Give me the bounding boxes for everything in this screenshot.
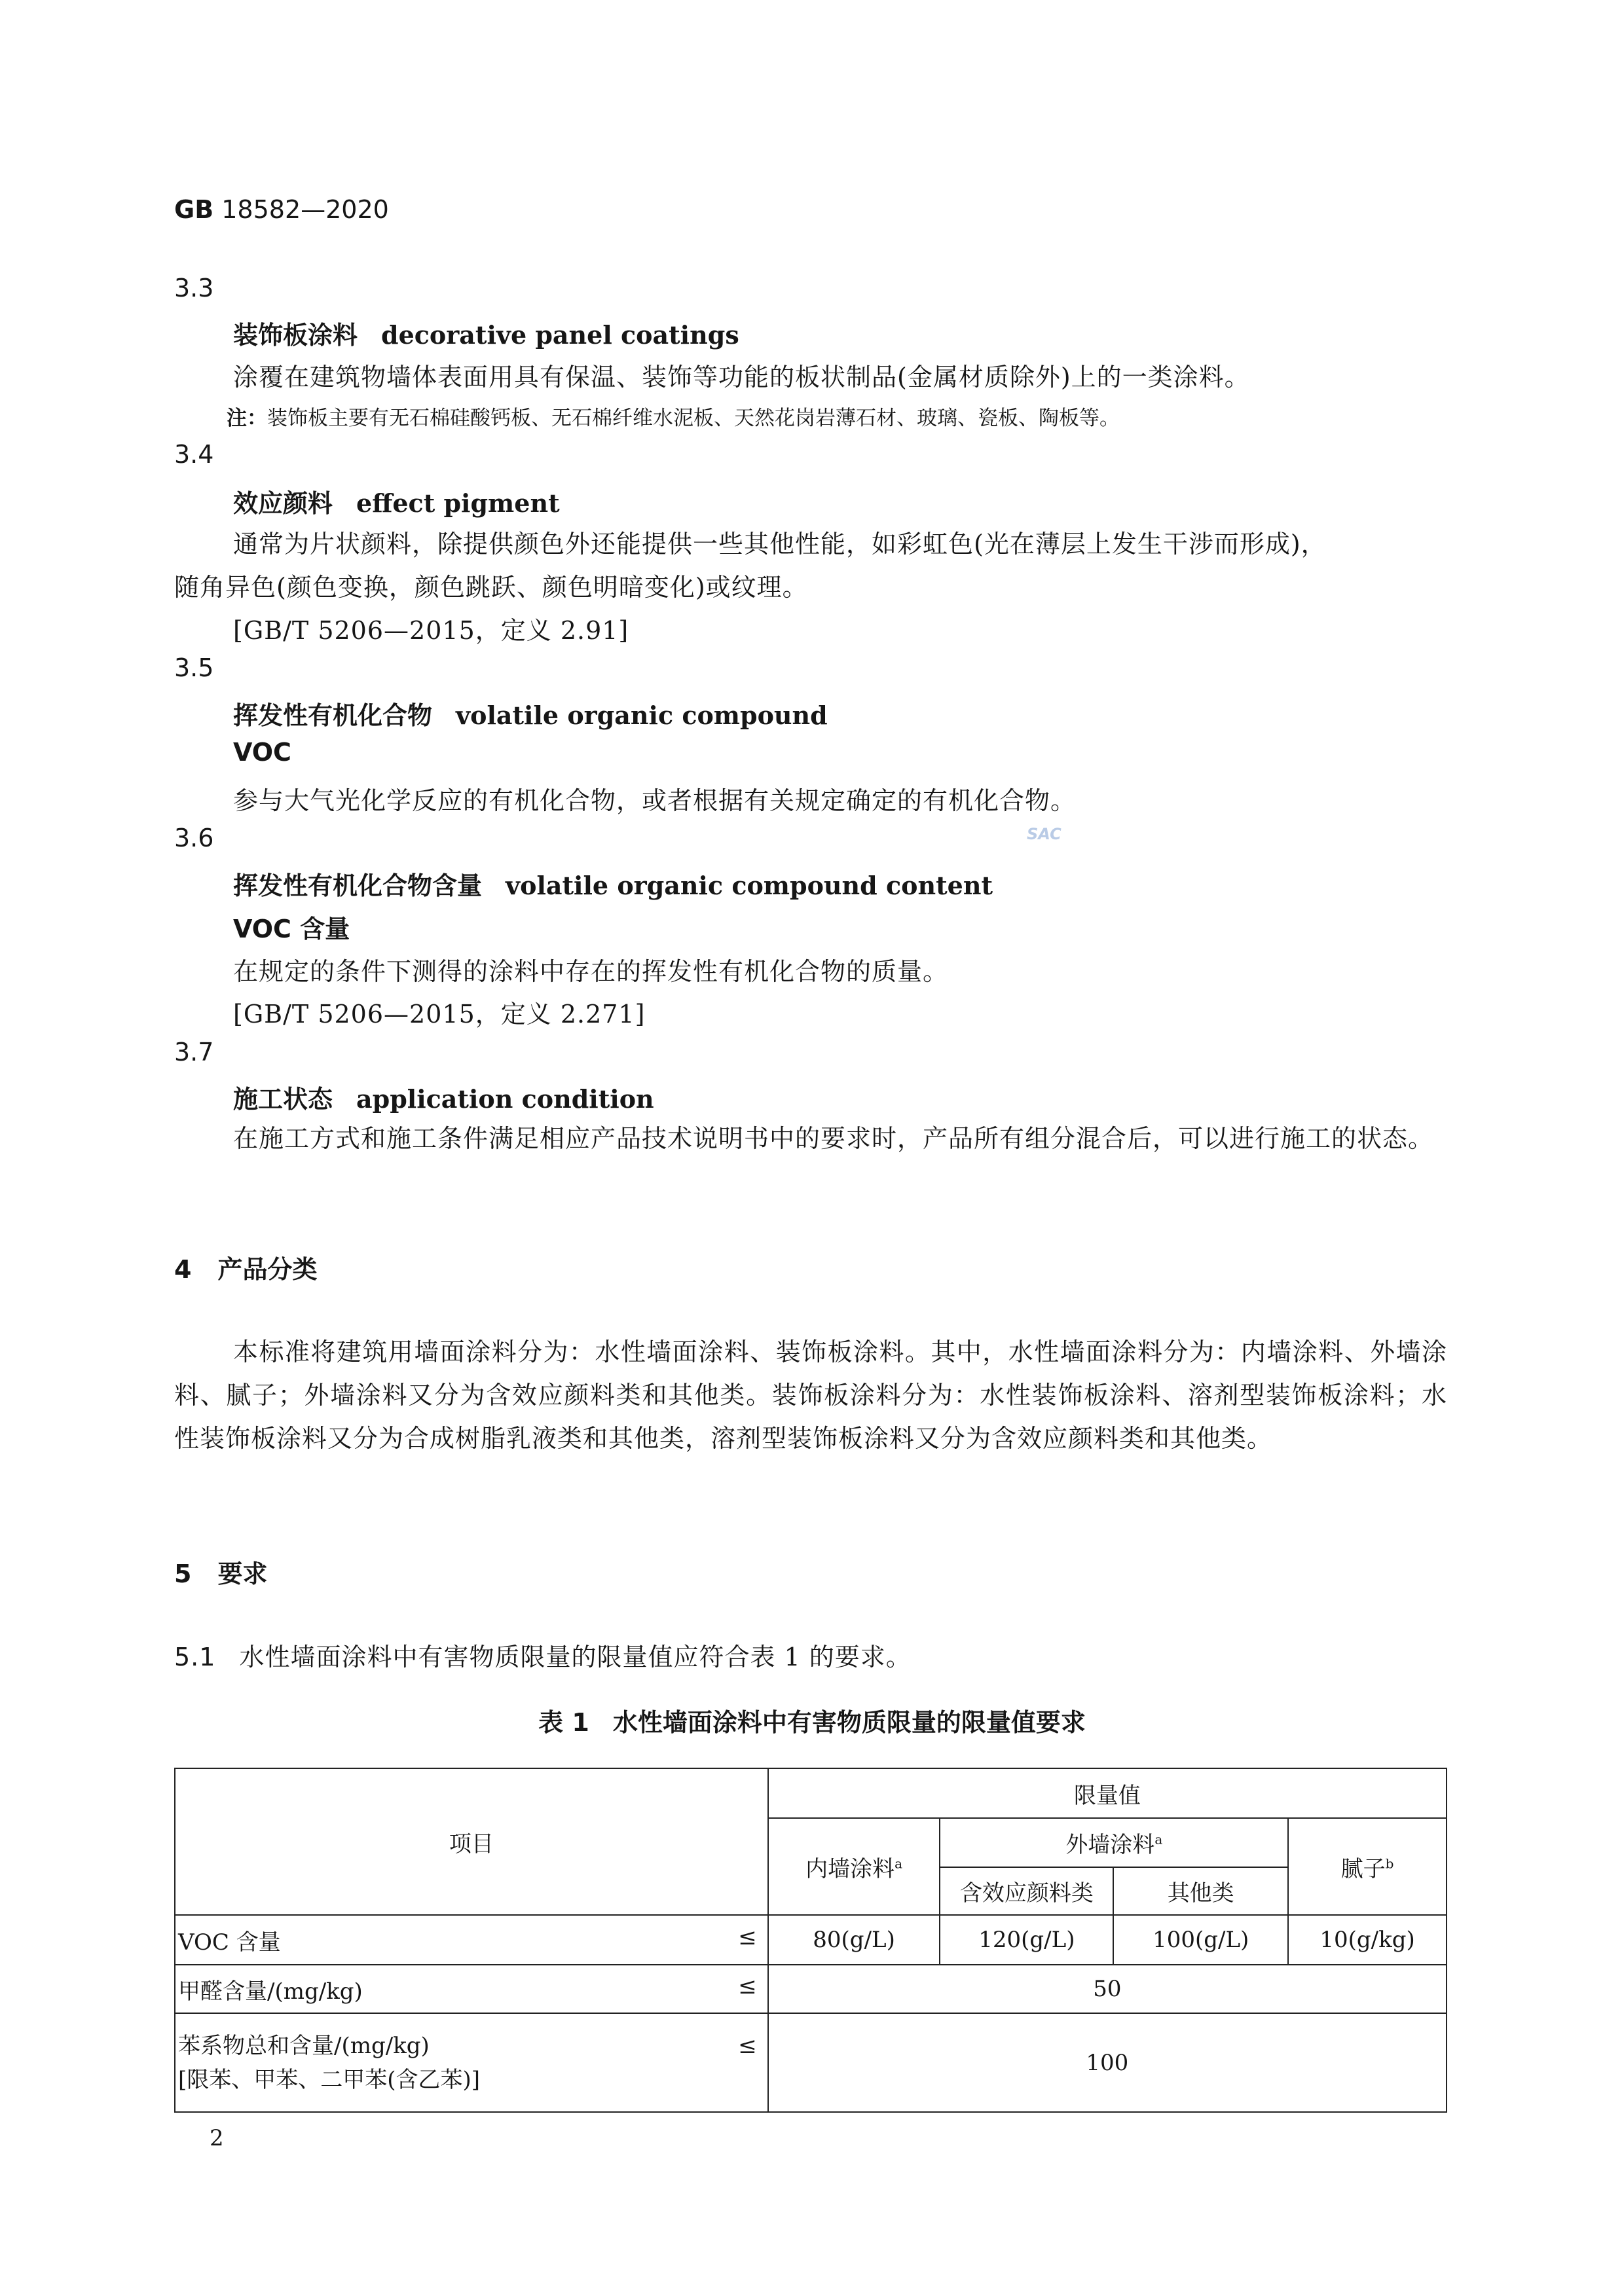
term-zh: 挥发性有机化合物	[233, 701, 433, 730]
clause-number: 3.6	[174, 824, 214, 852]
footnote-mark: b	[1385, 1855, 1394, 1872]
header-interior	[768, 1818, 940, 1915]
header-interior-label: 内墙涂料	[805, 1855, 895, 1882]
table-row	[175, 1915, 1447, 1965]
row-item-label: 甲醛含量/(mg/kg)	[178, 1978, 363, 2005]
table-header-row	[175, 1768, 1447, 1818]
table-title: 水性墙面涂料中有害物质限量的限量值要求	[612, 1708, 1086, 1737]
row-item	[175, 1915, 768, 1965]
row-item	[175, 2013, 768, 2112]
leq-symbol: ≤	[738, 1923, 757, 1950]
cell-other: 100(g/L)	[1113, 1915, 1288, 1965]
cell-putty: 10(g/kg)	[1288, 1915, 1447, 1965]
term-en: effect pigment	[356, 488, 560, 518]
table-row	[175, 1965, 1447, 2013]
term-en: application condition	[356, 1084, 654, 1114]
term-zh: 装饰板涂料	[233, 321, 358, 350]
clause-number: 3.4	[174, 440, 214, 469]
term-zh: 效应颜料	[233, 489, 333, 518]
source-reference: [GB/T 5206—2015，定义 2.271]	[233, 1000, 646, 1029]
row-item-qualifier: [限苯、甲苯、二甲苯(含乙苯)]	[178, 2066, 481, 2093]
note	[227, 401, 1120, 431]
header-item: 项目	[175, 1768, 768, 1915]
clause-5-1	[174, 1637, 912, 1673]
limits-table	[174, 1768, 1447, 2113]
section-title: 产品分类	[217, 1255, 318, 1284]
cell-effect: 120(g/L)	[940, 1915, 1113, 1965]
section-body: 本标准将建筑用墙面涂料分为：水性墙面涂料、装饰板涂料。其中，水性墙面涂料分为：内墙涂料、外墙涂料、腻子；外墙涂料又分为含效应颜料类和其他类。装饰板涂料分为：水性装饰板涂料、溶剂型装饰板涂料；水性装饰板涂料又分为合成树脂乳液类和其他类，溶剂型装饰板涂料又分为含效应颜料类和其他类。	[174, 1338, 1447, 1453]
cell-interior: 80(g/L)	[768, 1915, 940, 1965]
table-number: 表 1	[538, 1708, 589, 1737]
section-number: 5	[174, 1559, 192, 1588]
note-text: 装饰板主要有无石棉硅酸钙板、无石棉纤维水泥板、天然花岗岩薄石材、玻璃、瓷板、陶板等。	[267, 407, 1120, 430]
term-title	[233, 483, 560, 519]
definition: 涂覆在建筑物墙体表面用具有保温、装饰等功能的板状制品(金属材质除外)上的一类涂料。	[233, 363, 1250, 392]
table-row	[175, 2013, 1447, 2112]
definition: 在规定的条件下测得的涂料中存在的挥发性有机化合物的质量。	[233, 957, 949, 986]
cell-value: 100	[768, 2013, 1447, 2112]
term-abbreviation: VOC	[233, 738, 291, 767]
header-other: 其他类	[1113, 1867, 1288, 1915]
header-exterior-label: 外墙涂料	[1065, 1832, 1155, 1858]
leq-symbol: ≤	[738, 2032, 757, 2059]
row-item-label: VOC 含量	[178, 1929, 281, 1956]
header-limit: 限量值	[768, 1768, 1447, 1818]
footnote-mark: a	[1154, 1831, 1163, 1848]
header-putty-label: 腻子	[1340, 1855, 1386, 1882]
clause-number: 3.5	[174, 653, 214, 682]
clause-number: 3.3	[174, 274, 214, 302]
definition: 参与大气光化学反应的有机化合物，或者根据有关规定确定的有机化合物。	[233, 786, 1077, 815]
source-reference: [GB/T 5206—2015，定义 2.91]	[233, 616, 629, 645]
note-label: 注：	[227, 407, 267, 430]
leq-symbol: ≤	[738, 1973, 757, 1999]
standard-number: 18582—2020	[221, 195, 389, 224]
footnote-mark: a	[895, 1855, 903, 1872]
section-title: 要求	[217, 1559, 268, 1588]
section-number: 4	[174, 1255, 192, 1284]
cell-value: 50	[768, 1965, 1447, 2013]
term-en: volatile organic compound	[456, 701, 828, 730]
definition-line-1: 通常为片状颜料，除提供颜色外还能提供一些其他性能，如彩虹色(光在薄层上发生干涉而形成)，	[233, 530, 1327, 558]
page-number: 2	[210, 2125, 224, 2151]
term-en: decorative panel coatings	[381, 320, 739, 350]
term-title	[233, 695, 828, 731]
standard-code: GB	[174, 195, 214, 224]
header-putty	[1288, 1818, 1447, 1915]
term-zh: 挥发性有机化合物含量	[233, 871, 483, 900]
definition-line-2: 随角异色(颜色变换，颜色跳跃、颜色明暗变化)或纹理。	[174, 573, 808, 602]
section-heading	[174, 1249, 317, 1285]
clause-number: 5.1	[174, 1643, 216, 1671]
definition: 在施工方式和施工条件满足相应产品技术说明书中的要求时，产品所有组分混合后，可以进行施工的状态。	[233, 1124, 1434, 1153]
row-item-label: 苯系物总和含量/(mg/kg)	[178, 2032, 430, 2059]
row-item	[175, 1965, 768, 2013]
clause-text: 水性墙面涂料中有害物质限量的限量值应符合表 1 的要求。	[239, 1643, 912, 1671]
clause-number: 3.7	[174, 1038, 214, 1066]
sac-watermark: SAC	[1027, 825, 1061, 843]
term-title	[233, 315, 739, 351]
term-abbreviation: VOC 含量	[233, 915, 350, 943]
term-zh: 施工状态	[233, 1085, 333, 1114]
standard-header	[174, 195, 389, 224]
table-caption	[0, 1702, 1624, 1738]
header-effect-pigment: 含效应颜料类	[940, 1867, 1113, 1915]
term-title	[233, 1079, 654, 1115]
term-title	[233, 866, 993, 902]
term-en: volatile organic compound content	[506, 871, 993, 900]
header-exterior	[940, 1818, 1288, 1867]
section-heading	[174, 1554, 267, 1590]
